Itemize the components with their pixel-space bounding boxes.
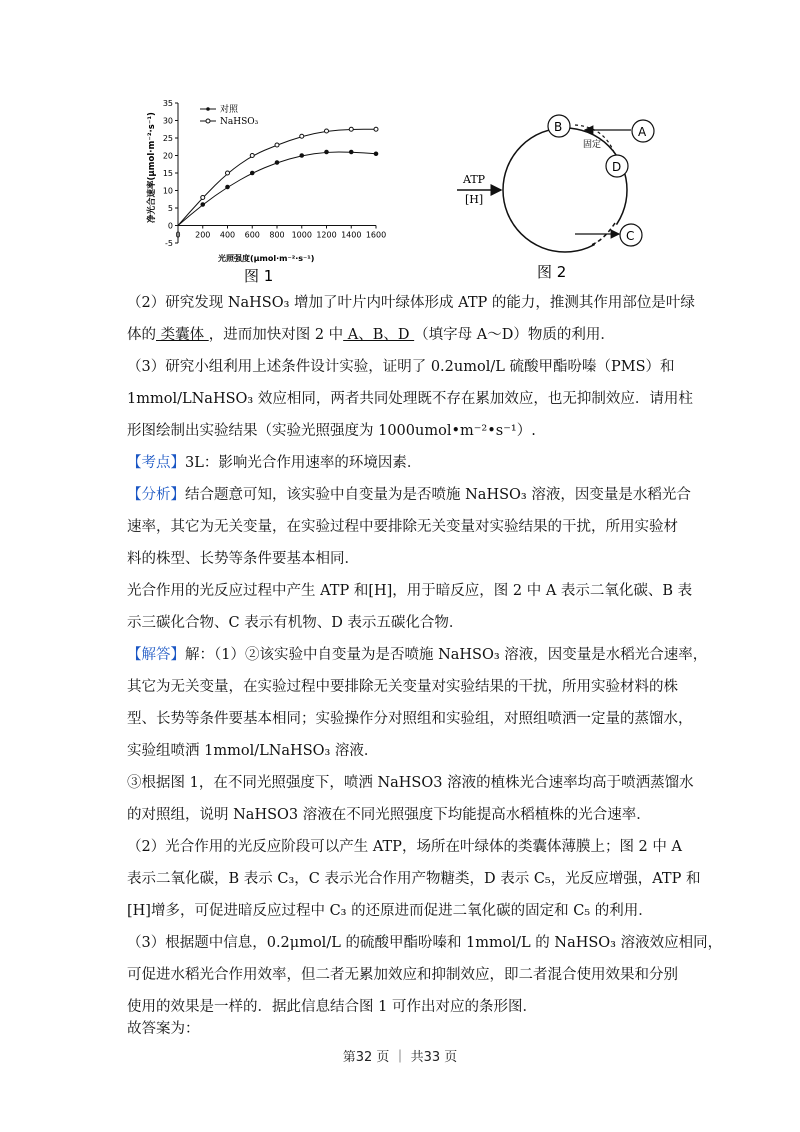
legend-label-control: 对照 [220, 105, 239, 115]
figure-2-diagram [455, 105, 675, 285]
data-point [226, 185, 230, 189]
data-point [374, 127, 378, 131]
svg-text:A: A [638, 125, 647, 139]
data-point [349, 150, 353, 154]
jieda-line-1: 【解答】解：（1）②该实验中自变量为是否喷施 NaHSO₃ 溶液，因变量是水稻光合速率， [127, 647, 708, 663]
jieda-line-8: 表示二氧化碳，B 表示 C₃，C 表示光合作用产物糖类，D 表示 C₅，光反应增强，ATP 和 [127, 871, 701, 887]
page-footer: 第32 页 ｜ 共33 页 [342, 1050, 458, 1065]
y-tick-label: 15 [162, 169, 173, 178]
axes [178, 103, 376, 243]
answer-blank-1: 类囊体 [156, 327, 209, 343]
data-point [250, 171, 254, 175]
data-point [226, 171, 230, 175]
fenxi-line-1: 【分析】结合题意可知，该实验中自变量为是否喷施 NaHSO₃ 溶液，因变量是水稻光合 [127, 487, 691, 503]
jieda-line-4: 实验组喷洒 1mmol/LNaHSO₃ 溶液． [127, 743, 379, 759]
y-axis-label: 净光合速率(μmol·m⁻²·s⁻¹) [147, 112, 157, 223]
data-point [325, 129, 329, 133]
x-tick-labels [175, 226, 386, 240]
figure-2-caption: 图 2 [537, 263, 567, 281]
kaodian-line: 【考点】3L：影响光合作用速率的环境因素． [127, 455, 422, 471]
x-tick-label: 1000 [291, 230, 312, 240]
jieda-line-11: 可促进水稻光合作用效率，但二者无累加效应和抑制效应，即二者混合使用效果和分别 [127, 967, 678, 983]
jieda-line-12: 使用的效果是一样的．据此信息结合图 1 可作出对应的条形图． [127, 999, 537, 1015]
data-point [275, 161, 279, 165]
x-tick-label: 600 [244, 230, 260, 240]
svg-text:B: B [554, 120, 563, 134]
answer-blank-2: A、B、D [343, 327, 415, 343]
svg-text:D: D [612, 160, 622, 174]
y-tick-label: 20 [162, 151, 173, 161]
y-tick-label: -5 [165, 239, 173, 248]
fenxi-tag: 【分析】 [127, 487, 185, 503]
y-tick-label: 35 [162, 99, 173, 108]
x-tick-label: 400 [219, 230, 236, 240]
jieda-line-10: （3）根据题中信息，0.2μmol/L 的硫酸甲酯吩嗪和 1mmol/L 的 NaHSO₃ 溶液效应相同， [127, 935, 723, 951]
data-point [349, 127, 353, 131]
data-point [300, 154, 304, 158]
fenxi-line-2: 速率，其它为无关变量，在实验过程中要排除无关变量对实验结果的干扰，所用实验材 [127, 519, 678, 535]
x-tick-label: 0 [175, 230, 181, 240]
jieda-line-5: ③根据图 1，在不同光照强度下，喷洒 NaHSO3 溶液的植株光合速率均高于喷洒蒸馏水 [127, 775, 694, 791]
q3-line-1: （3）研究小组利用上述条件设计实验，证明了 0.2umol/L 硫酸甲酯吩嗪（PMS）和 [127, 359, 675, 375]
node-a [632, 120, 654, 142]
series-group [178, 127, 378, 225]
answer-heading: 故答案为： [127, 1021, 200, 1037]
data-point [201, 203, 205, 207]
x-tick-label: 200 [195, 230, 211, 240]
x-tick-label: 800 [269, 230, 285, 240]
jieda-line-9: [H]增多，可促进暗反应过程中 C₃ 的还原进而促进二氧化碳的固定和 C₅ 的利用． [127, 903, 653, 919]
fenxi-line-5: 示三碳化合物、C 表示有机物、D 表示五碳化合物． [127, 615, 464, 631]
x-tick-label: 1600 [365, 230, 387, 240]
node-c [620, 224, 642, 246]
y-tick-label: 10 [162, 186, 173, 196]
data-point [275, 143, 279, 147]
x-tick-label: 1400 [341, 230, 362, 240]
jieda-line-3: 型、长势等条件要基本相同；实验操作分对照组和实验组，对照组喷洒一定量的蒸馏水， [127, 711, 693, 727]
node-b [548, 115, 570, 137]
data-point [325, 150, 329, 154]
q3-line-2: 1mmol/LNaHSO₃ 效应相同，两者共同处理既不存在累加效应，也无抑制效应．请用柱 [127, 391, 693, 407]
legend [200, 103, 259, 127]
svg-text:C: C [626, 229, 635, 243]
y-tick-label: 30 [162, 116, 173, 126]
figure-1-caption: 图 1 [244, 267, 274, 285]
jieda-line-6: 的对照组，说明 NaHSO3 溶液在不同光照强度下均能提高水稻植株的光合速率． [127, 807, 651, 823]
y-tick-label: 25 [162, 134, 173, 143]
node-d [606, 155, 628, 177]
y-tick-label: 5 [167, 204, 173, 213]
fenxi-line-3: 料的株型、长势等条件要基本相同． [127, 551, 359, 567]
data-point [300, 134, 304, 138]
kaodian-tag: 【考点】 [127, 455, 185, 471]
data-point [201, 196, 205, 200]
data-point [374, 152, 378, 156]
legend-label-nahso3: NaHSO₃ [220, 117, 259, 127]
y-tick-label: 0 [167, 221, 173, 231]
data-point [250, 154, 254, 158]
fenxi-line-4: 光合作用的光反应过程中产生 ATP 和[H]，用于暗反应，图 2 中 A 表示二氧化碳、B 表 [127, 583, 693, 599]
jieda-line-7: （2）光合作用的光反应阶段可以产生 ATP，场所在叶绿体的类囊体薄膜上；图 2 中 A [127, 839, 682, 855]
atp-label: ATP [463, 173, 486, 186]
y-tick-labels [162, 99, 181, 248]
q3-line-3: 形图绘制出实验结果（实验光照强度为 1000umol•m⁻²•s⁻¹）. [127, 423, 536, 439]
figure-1-chart [140, 95, 400, 285]
x-axis-label: 光照强度(μmol·m⁻²·s⁻¹) [218, 254, 315, 263]
jieda-tag: 【解答】 [127, 647, 185, 663]
h-label: [H] [465, 193, 484, 206]
fix-label: 固定 [583, 140, 602, 150]
q2-line-1: （2）研究发现 NaHSO₃ 增加了叶片内叶绿体形成 ATP 的能力，推测其作用部位是叶绿 [127, 295, 695, 311]
q2-line-2: 体的 类囊体 ，进而加快对图 2 中 A、B、D （填字母 A～D）物质的利用． [127, 327, 615, 343]
x-tick-label: 1200 [316, 230, 337, 240]
jieda-line-2: 其它为无关变量，在实验过程中要排除无关变量对实验结果的干扰，所用实验材料的株 [127, 679, 678, 695]
